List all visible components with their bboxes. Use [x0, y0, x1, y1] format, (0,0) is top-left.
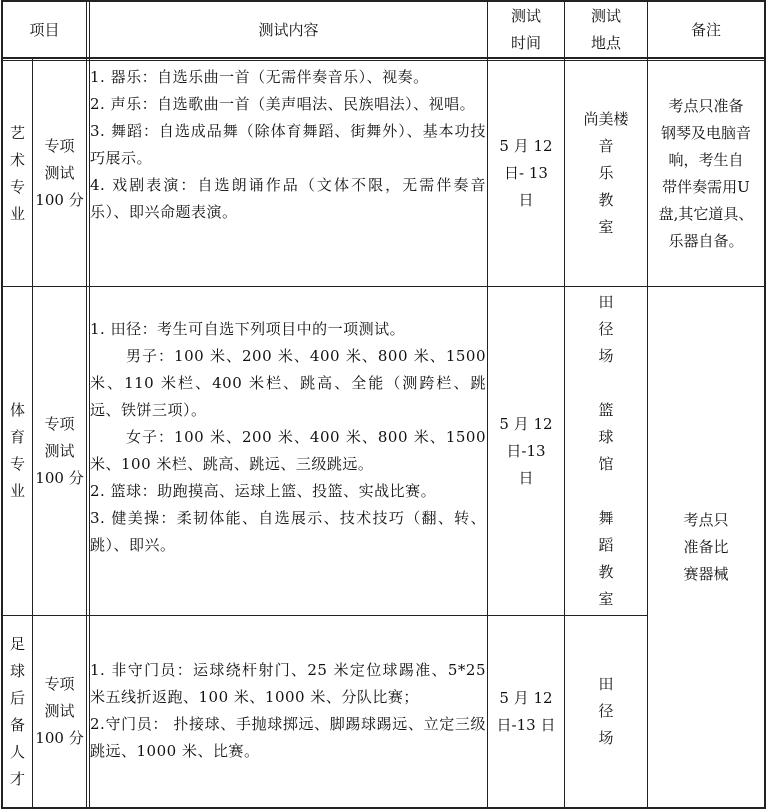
- place-line: 尚美楼: [583, 110, 629, 128]
- category-char: 后: [9, 688, 25, 707]
- category-char: 术: [9, 150, 25, 169]
- place-line: 球: [598, 428, 614, 446]
- row-art-place: [565, 61, 647, 286]
- note-line: 准备比: [683, 537, 729, 556]
- test-line: 测试: [44, 702, 75, 720]
- time-line: 日- 13: [504, 164, 548, 182]
- time-line: 日-13 日: [496, 715, 556, 734]
- note-line: 考点只准备: [668, 96, 744, 115]
- header-place: [565, 2, 647, 57]
- row-art-note: [648, 61, 764, 286]
- test-line: 专项: [44, 675, 75, 693]
- header-time-line: 时间: [510, 33, 541, 52]
- place-line: 田: [598, 293, 614, 311]
- place-line: 舞: [598, 509, 614, 527]
- category-char: 育: [9, 428, 25, 446]
- row-sport-place: [565, 287, 647, 615]
- time-line: 日: [518, 191, 534, 209]
- note-line: 乐器自备。: [668, 231, 744, 250]
- place-line: 乐: [598, 164, 614, 182]
- place-line: 场: [598, 347, 614, 365]
- header-divider: [1, 57, 766, 59]
- content-line: 2.守门员： 扑接球、手抛球掷远、脚踢球踢远、立定三级跳远、1000 米、比赛。: [90, 715, 486, 760]
- place-line: 馆: [598, 455, 614, 473]
- test-line: 测试: [44, 441, 75, 460]
- category-char: 人: [9, 742, 25, 761]
- note-line: 赛器械: [683, 564, 729, 583]
- test-line: 专项: [44, 137, 75, 155]
- content-line: 1. 田径：考生可自选下列项目中的一项测试。: [90, 320, 406, 338]
- row-art-test: [33, 61, 86, 286]
- place-line: 室: [598, 218, 614, 236]
- place-line: 音: [598, 137, 614, 155]
- row-sport-test: [33, 287, 86, 615]
- category-char: 艺: [9, 123, 25, 142]
- test-line: 100 分: [35, 468, 84, 487]
- row-art-content: [90, 64, 486, 226]
- category-char: 才: [9, 769, 25, 788]
- header-time: [488, 2, 564, 57]
- header-project-text: 项目: [29, 20, 60, 39]
- header-place-line: 地点: [590, 33, 621, 52]
- category-char: 专: [9, 177, 25, 196]
- place-line: 室: [598, 590, 614, 608]
- place-line: 径: [598, 702, 614, 720]
- category-char: 体: [9, 401, 25, 419]
- place-spacer: [604, 478, 609, 505]
- header-note-text: 备注: [690, 20, 721, 39]
- row-sport-content: [90, 316, 486, 559]
- row-sport-category: [3, 287, 32, 615]
- place-line: 径: [598, 320, 614, 338]
- test-line: 测试: [44, 164, 75, 182]
- category-char: 业: [9, 482, 25, 500]
- row-football-time: [488, 616, 564, 807]
- header-note: [648, 2, 764, 57]
- test-line: 专项: [44, 414, 75, 433]
- row-football-content: [90, 657, 486, 765]
- content-line: 4. 戏剧表演：自选朗诵作品（文体不限，无需伴奏音乐）、即兴命题表演。: [90, 176, 486, 221]
- note-line: 盘,其它道具、: [658, 204, 754, 223]
- content-line: 2. 声乐：自选歌曲一首（美声唱法、民族唱法）、视唱。: [90, 95, 476, 113]
- row-art-time: [488, 61, 564, 286]
- table-border-bottom: [1, 807, 766, 809]
- note-line: 带伴奏需用U: [662, 177, 750, 196]
- time-line: 5 月 12: [499, 137, 553, 155]
- content-line: 3. 健美操：柔韧体能、自选展示、技术技巧（翻、转、跳）、即兴。: [90, 509, 486, 554]
- content-line: 1. 器乐：自选乐曲一首（无需伴奏音乐）、视奏。: [90, 68, 429, 86]
- time-line: 日-13: [506, 441, 546, 460]
- place-line: 篮: [598, 401, 614, 419]
- test-line: 100 分: [35, 729, 84, 747]
- row-sport-note: [648, 287, 764, 807]
- col-divider-project: [86, 0, 87, 809]
- header-content: [90, 2, 487, 57]
- table-border-right: [764, 0, 766, 809]
- category-char: 球: [9, 661, 25, 680]
- row-football-place: [565, 616, 647, 807]
- content-line: 1. 非守门员：运球绕杆射门、25 米定位球踢准、5*25 米五线折返跑、100 米、1000 米、分队比赛；: [90, 661, 486, 706]
- place-spacer: [604, 370, 609, 397]
- note-line: 考点只: [683, 510, 729, 529]
- header-time-line: 测试: [510, 6, 541, 25]
- header-content-text: 测试内容: [258, 20, 319, 39]
- content-line: 男子：100 米、200 米、400 米、800 米、1500 米、110 米栏、400 米栏、跳高、全能（测跨栏、跳远、铁饼三项）。: [90, 347, 486, 419]
- row-football-test: [33, 616, 86, 807]
- place-line: 教: [598, 563, 614, 581]
- note-line: 响，考生自: [668, 150, 744, 169]
- place-line: 田: [598, 675, 614, 693]
- category-char: 专: [9, 455, 25, 473]
- row-art-category: [3, 61, 32, 286]
- place-line: 教: [598, 191, 614, 209]
- content-line: 3. 舞蹈：自选成品舞（除体育舞蹈、街舞外）、基本功技巧展示。: [90, 122, 486, 167]
- row-sport-time: [488, 287, 564, 615]
- category-char: 业: [9, 204, 25, 223]
- place-line: 蹈: [598, 536, 614, 554]
- content-line: 2. 篮球：助跑摸高、运球上篮、投篮、实战比赛。: [90, 482, 437, 500]
- category-char: 备: [9, 715, 25, 734]
- time-line: 5 月 12: [499, 688, 553, 707]
- row-football-category: [3, 616, 32, 807]
- category-char: 足: [9, 634, 25, 653]
- note-line: 钢琴及电脑音: [660, 123, 751, 142]
- header-project: [3, 2, 86, 57]
- place-line: 场: [598, 729, 614, 747]
- content-line: 女子：100 米、200 米、400 米、800 米、1500 米、100 米栏、跳高、跳远、三级跳远。: [90, 428, 486, 473]
- time-line: 日: [518, 468, 534, 487]
- header-place-line: 测试: [590, 6, 621, 25]
- test-line: 100 分: [35, 191, 84, 209]
- time-line: 5 月 12: [499, 414, 553, 433]
